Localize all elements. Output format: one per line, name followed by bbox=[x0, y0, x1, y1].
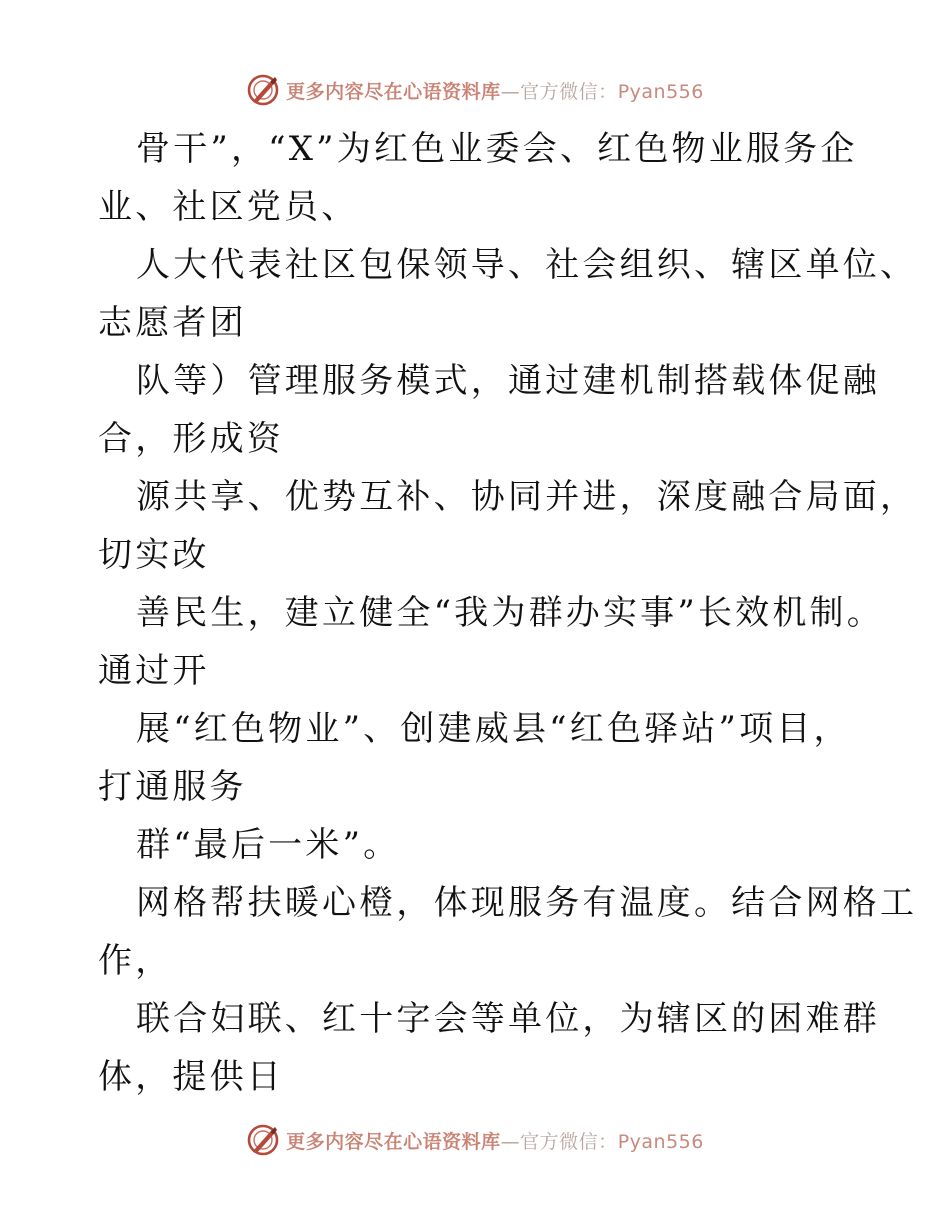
watermark-brand: 更多内容尽在心语资料库 bbox=[286, 80, 501, 103]
text-line: 切实改 bbox=[98, 535, 210, 575]
watermark-brand: 更多内容尽在心语资料库 bbox=[286, 1130, 501, 1153]
watermark-official-label: 官方微信： bbox=[520, 1130, 618, 1153]
text-line: 骨干”，“X”为红色业委会、红色物业服务企 bbox=[136, 129, 858, 169]
pen-logo-icon bbox=[246, 73, 280, 107]
text-line: 展“红色物业”、创建威县“红色驿站”项目， bbox=[136, 709, 851, 749]
watermark-text bbox=[286, 77, 704, 104]
text-line: 打通服务 bbox=[98, 767, 247, 807]
text-line: 源共享、优势互补、协同并进，深度融合局面， bbox=[136, 477, 918, 517]
watermark-official-label: 官方微信： bbox=[520, 80, 618, 103]
text-line: 作， bbox=[98, 941, 173, 981]
text-line: 业、社区党员、 bbox=[98, 187, 359, 227]
watermark-wechat-id: Pyan556 bbox=[617, 80, 704, 103]
document-body bbox=[98, 120, 918, 1106]
text-line: 群“最后一米”。 bbox=[136, 825, 401, 865]
watermark-separator: — bbox=[500, 80, 521, 103]
text-line: 网格帮扶暖心橙，体现服务有温度。结合网格工 bbox=[136, 883, 918, 923]
text-line: 队等）管理服务模式，通过建机制搭载体促融 bbox=[136, 361, 880, 401]
watermark-text bbox=[286, 1127, 704, 1154]
watermark-wechat-id: Pyan556 bbox=[617, 1130, 704, 1153]
footer-watermark bbox=[0, 1120, 950, 1160]
watermark-separator: — bbox=[500, 1130, 521, 1153]
header-watermark bbox=[0, 70, 950, 110]
text-line: 人大代表社区包保领导、社会组织、辖区单位、 bbox=[136, 245, 918, 285]
text-line: 体，提供日 bbox=[98, 1057, 284, 1097]
text-line: 善民生，建立健全“我为群办实事”长效机制。 bbox=[136, 593, 884, 633]
text-line: 合，形成资 bbox=[98, 419, 284, 459]
pen-logo-icon bbox=[246, 1123, 280, 1157]
text-line: 联合妇联、红十字会等单位，为辖区的困难群 bbox=[136, 999, 880, 1039]
text-line: 志愿者团 bbox=[98, 303, 247, 343]
text-line: 通过开 bbox=[98, 651, 210, 691]
